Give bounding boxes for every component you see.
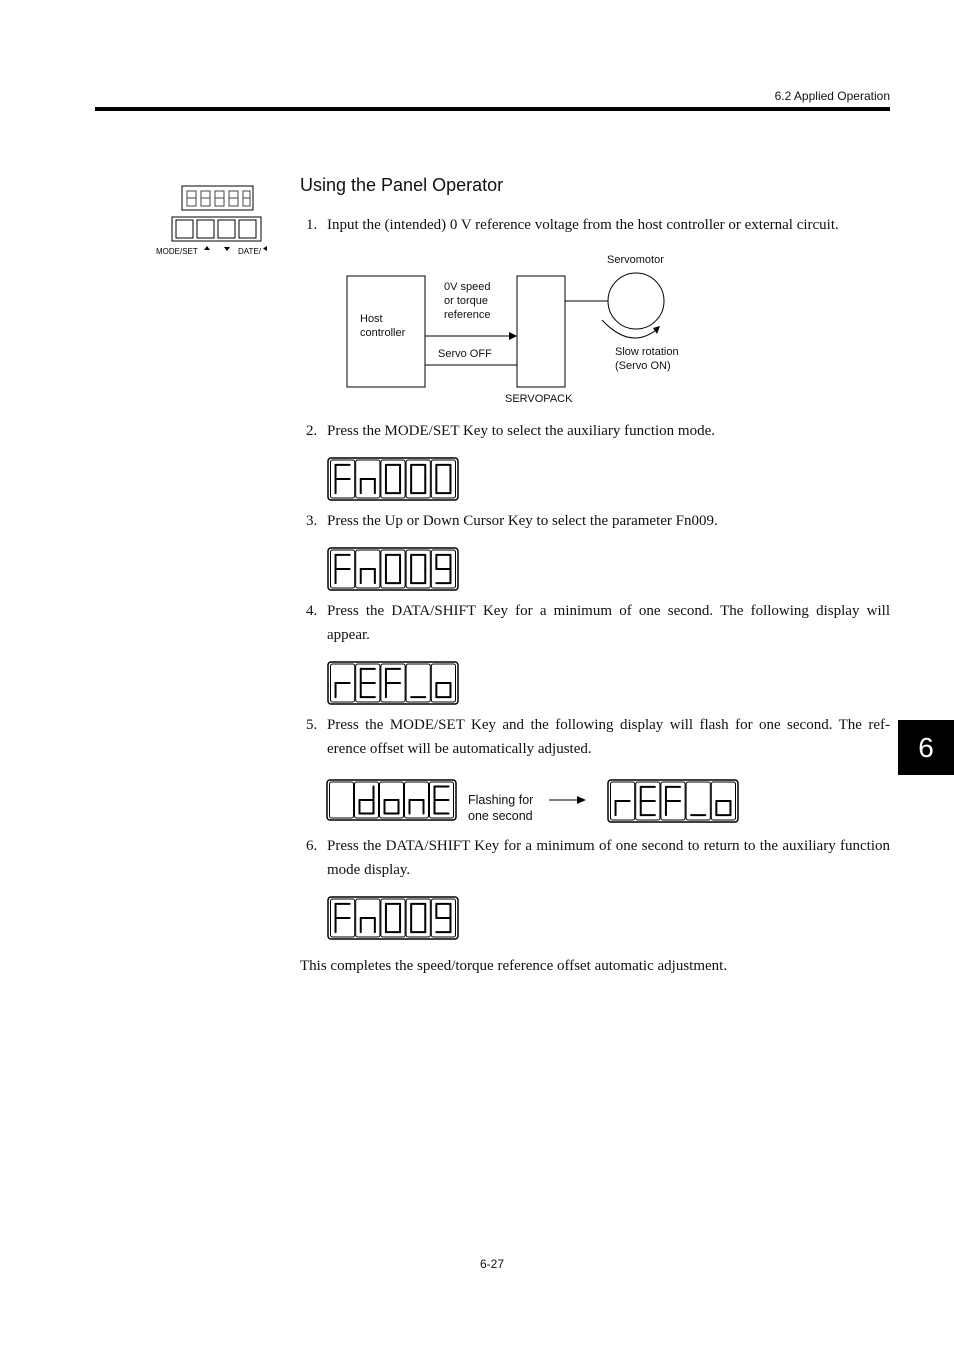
display-digit-cell	[330, 782, 354, 818]
section-title: Using the Panel Operator	[300, 175, 504, 195]
rotation-arrow-icon	[653, 326, 660, 334]
panel-operator-icon	[150, 182, 280, 262]
display-ref-o	[327, 661, 459, 705]
step-2: 2. Press the MODE/SET Key to select the auxiliary function mode.	[306, 423, 715, 439]
closing-text: This completes the speed/torque reference offset automatic adjustment.	[300, 958, 728, 974]
page-number: 6-27	[479, 1257, 505, 1271]
display-ref-o-after	[607, 779, 739, 823]
step-5: 5. Press the MODE/SET Key and the following display will flash for one second. The ref-erence offset will be automatically adjusted.	[306, 717, 890, 757]
step-1: 1. Input the (intended) 0 V reference voltage from the host controller or external circuit.	[306, 217, 839, 233]
panel-operator-figure	[150, 182, 280, 262]
slow-rotation-label: Slow rotation (Servo ON)	[615, 346, 679, 372]
arrow-right-icon	[548, 793, 588, 807]
up-arrow-icon	[204, 246, 210, 250]
display-fn009	[327, 547, 459, 591]
display-fn000	[327, 457, 459, 501]
display-fn009-return	[327, 896, 459, 940]
servomotor-circle	[608, 273, 664, 329]
down-arrow-icon	[224, 247, 230, 251]
chapter-tab: 6	[898, 720, 954, 775]
reference-arrow-icon	[509, 332, 517, 340]
display-done	[326, 779, 457, 821]
date-label: DATE/	[238, 247, 261, 256]
servopack-label: SERVOPACK	[505, 393, 573, 405]
step-3: 3. Press the Up or Down Cursor Key to select the parameter Fn009.	[306, 513, 718, 529]
header-rule	[95, 107, 890, 111]
running-header: 6.2 Applied Operation	[774, 89, 890, 103]
reference-label: 0V speed or torque reference	[444, 281, 491, 321]
step-6: 6. Press the DATA/SHIFT Key for a minimum of one second to return to the auxiliary function mode display.	[306, 838, 890, 878]
servopack-box	[517, 276, 565, 387]
servo-off-label: Servo OFF	[438, 348, 492, 360]
servomotor-label: Servomotor	[607, 254, 664, 266]
step-4: 4. Press the DATA/SHIFT Key for a minimum of one second. The following display will appear.	[306, 603, 890, 643]
flashing-label: Flashing for one second	[468, 793, 534, 823]
left-arrow-icon	[263, 246, 267, 251]
mode-set-label: MODE/SET	[156, 247, 198, 256]
host-label: Host controller	[360, 313, 406, 339]
